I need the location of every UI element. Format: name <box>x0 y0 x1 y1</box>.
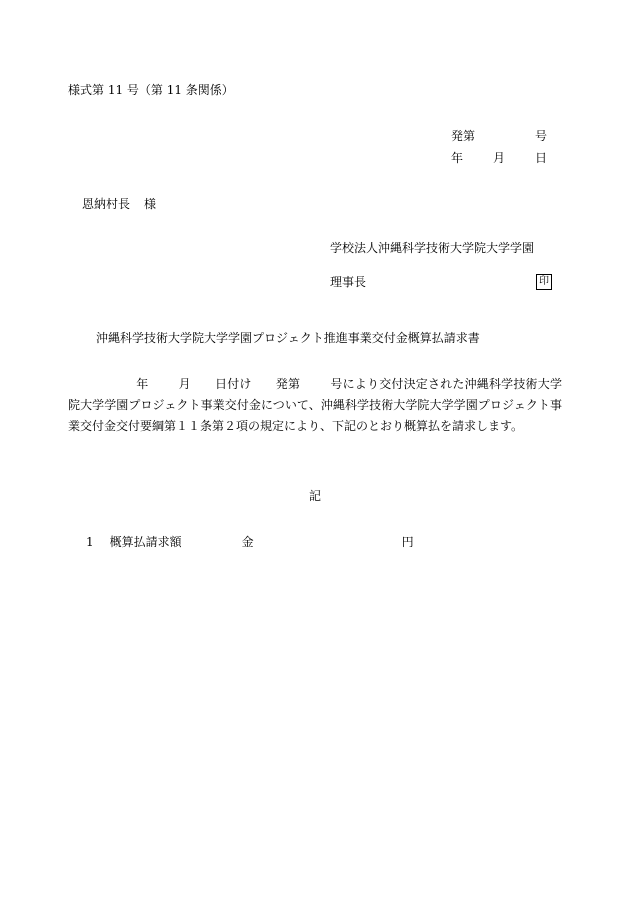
body-text: 号により交付決定された沖縄科学技術大学院大学学園プロジェクト事業交付金について、沖縄科学技術大学院大学学園プロジェクト事業交付金交付要綱第１１条第２項の規定により、下記のとおり概算払を請求します。 <box>68 377 562 433</box>
issue-day: 日 <box>535 151 548 165</box>
issue-year: 年 <box>451 151 464 165</box>
document-title: 沖縄科学技術大学院大学学園プロジェクト推進事業交付金概算払請求書 <box>96 331 480 345</box>
issue-hassai: 発第 <box>451 129 476 143</box>
ki-heading: 記 <box>309 489 322 503</box>
body-hassai: 発第 <box>275 377 301 391</box>
issue-date-line <box>451 150 547 166</box>
recipient-honorific: 様 <box>144 197 157 211</box>
issue-number-line <box>451 128 547 144</box>
item-number: 1 <box>86 535 94 549</box>
sender-title: 理事長 <box>330 275 367 289</box>
sender-org: 学校法人沖縄科学技術大学院大学学園 <box>330 241 535 255</box>
item-label: 概算払請求額 <box>109 535 182 549</box>
recipient <box>82 196 156 212</box>
body-hitsuke: 日付け <box>214 377 252 391</box>
item-yen: 円 <box>401 535 414 549</box>
issue-go: 号 <box>535 129 548 143</box>
seal-mark: 印 <box>536 274 552 290</box>
sender-title-line <box>330 274 550 290</box>
issue-month: 月 <box>493 151 506 165</box>
body-year: 年 <box>136 377 149 391</box>
recipient-name: 恩納村長 <box>82 197 131 211</box>
form-number: 様式第 11 号（第 11 条関係） <box>68 83 234 97</box>
request-amount-line <box>86 534 414 550</box>
item-kin: 金 <box>241 535 254 549</box>
body-month: 月 <box>178 377 191 391</box>
body-paragraph <box>68 374 562 437</box>
